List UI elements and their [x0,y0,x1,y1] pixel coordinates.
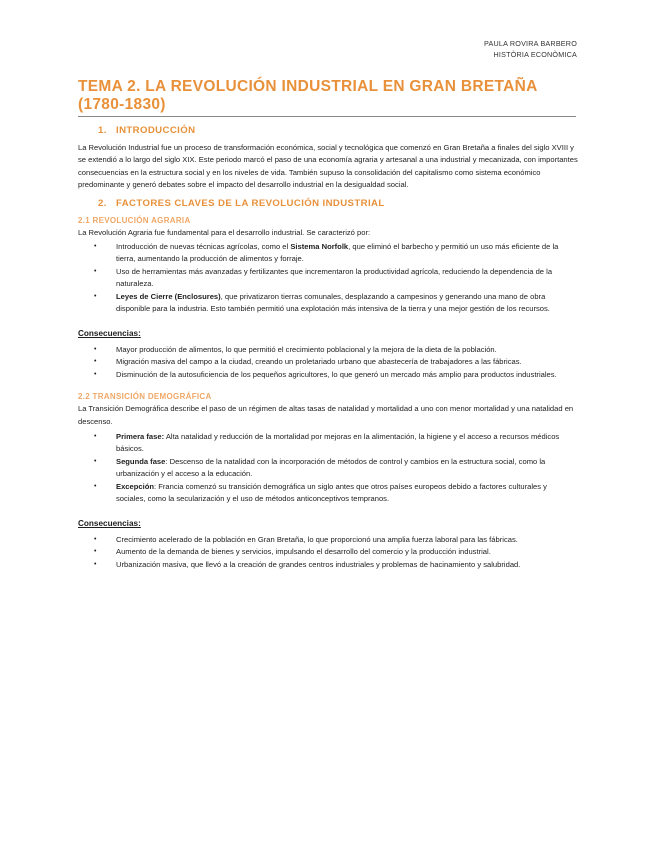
list-item: • Leyes de Cierre (Enclosures), que privatizaron tierras comunales, desplazando a campesinos y generando una mano de obra disponible para la industria. Esto también permitió una explotación más intensiva de la tierra y una mejor gestión de los recursos. [94,291,550,314]
bullet-icon: • [94,535,97,543]
consequences-heading-agraria: Consecuencias: [78,329,141,339]
bullet-icon: • [94,560,97,568]
author-name: PAULA ROVIRA BARBERO [484,39,577,48]
page-header [484,38,577,60]
demografica-consequences-list [78,534,578,571]
subsection-heading-agraria: 2.1 REVOLUCIÓN AGRARIA [78,215,191,225]
bullet-icon: • [94,267,97,275]
list-item: • Excepción: Francia comenzó su transición demográfica un siglo antes que otros países europeos debido a factores culturales y sociales, como la secularización y el uso de métodos anticonceptivos tempranos. [94,481,547,503]
bullet-icon: • [94,345,97,353]
list-item: • Aumento de la demanda de bienes y servicios, impulsando el desarrollo del comercio y la producción industrial. [78,546,578,558]
section-heading-factores: 2. FACTORES CLAVES DE LA REVOLUCIÓN INDUSTRIAL [98,197,385,209]
agraria-list [78,241,578,315]
bullet-icon: • [94,432,97,440]
subject-name: HISTÒRIA ECONÒMICA [493,50,577,59]
bullet-icon: • [94,482,97,490]
list-item: • Introducción de nuevas técnicas agrícolas, como el Sistema Norfolk, que eliminó el barbecho y permitió un uso más eficiente de la tierra, aumentando la producción de alimentos y forraje. [94,242,559,264]
subsection-heading-demografica: 2.2 TRANSICIÓN DEMOGRÁFICA [78,392,212,402]
list-item: • Uso de herramientas más avanzadas y fertilizantes que incrementaron la productividad agrícola, reduciendo la dependencia de la naturaleza. [94,266,553,289]
title-divider [78,116,576,117]
list-item: • Urbanización masiva, que llevó a la creación de grandes centros industriales y problemas de hacinamiento y salubridad. [78,559,578,571]
list-item: • Mayor producción de alimentos, lo que permitió el crecimiento poblacional y la mejora de la dieta de la población. [78,344,578,356]
list-item: • Crecimiento acelerado de la población en Gran Bretaña, lo que proporcionó una amplia fuerza laboral para las fábricas. [78,534,578,546]
section-heading-introduccion: 1. INTRODUCCIÓN [98,125,196,136]
document-body [78,124,578,571]
consequences-heading-demografica: Consecuencias: [78,519,141,529]
bullet-icon: • [94,457,97,465]
bullet-icon: • [94,548,97,556]
demografica-intro: La Transición Demográfica describe el paso de un régimen de altas tasas de natalidad y mortalidad a uno con menor mortalidad y una natalidad en descenso. [78,404,574,426]
bullet-icon: • [94,292,97,300]
list-item: • Primera fase: Alta natalidad y reducción de la mortalidad por mejoras en la alimentación, la higiene y el acceso a recursos médicos básicos. [94,431,560,454]
demografica-list [78,431,578,505]
document-title: TEMA 2. LA REVOLUCIÓN INDUSTRIAL EN GRAN BRETAÑA (1780-1830) [78,78,538,113]
list-item: • Segunda fase: Descenso de la natalidad con la incorporación de métodos de control y cambios en la estructura social, como la urbanización y el acceso a la educación. [94,456,546,479]
bullet-icon: • [94,243,97,251]
bullet-icon: • [94,370,97,378]
agraria-intro: La Revolución Agraria fue fundamental para el desarrollo industrial. Se caracterizó por: [78,227,371,237]
list-item: • Disminución de la autosuficiencia de los pequeños agricultores, lo que generó un mercado más amplio para productos industriales. [78,369,578,381]
intro-paragraph: La Revolución Industrial fue un proceso de transformación económica, social y tecnológica que comenzó en Gran Bretaña a finales del siglo XVIII y se extendió a lo largo del siglo XIX. Este periodo marcó el paso de una economía agraria y artesanal a una industrial y mecanizada, con importantes consecuencias en la estructura social y en los niveles de vida. También supuso la consolidación del capitalismo como sistema económico predominante y generó debates sobre el impacto del desarrollo industrial en la desigualdad social. [78,143,578,190]
bullet-icon: • [94,358,97,366]
list-item: • Migración masiva del campo a la ciudad, creando un proletariado urbano que abastecería de trabajadores a las fábricas. [78,356,578,368]
agraria-consequences-list [78,344,578,381]
